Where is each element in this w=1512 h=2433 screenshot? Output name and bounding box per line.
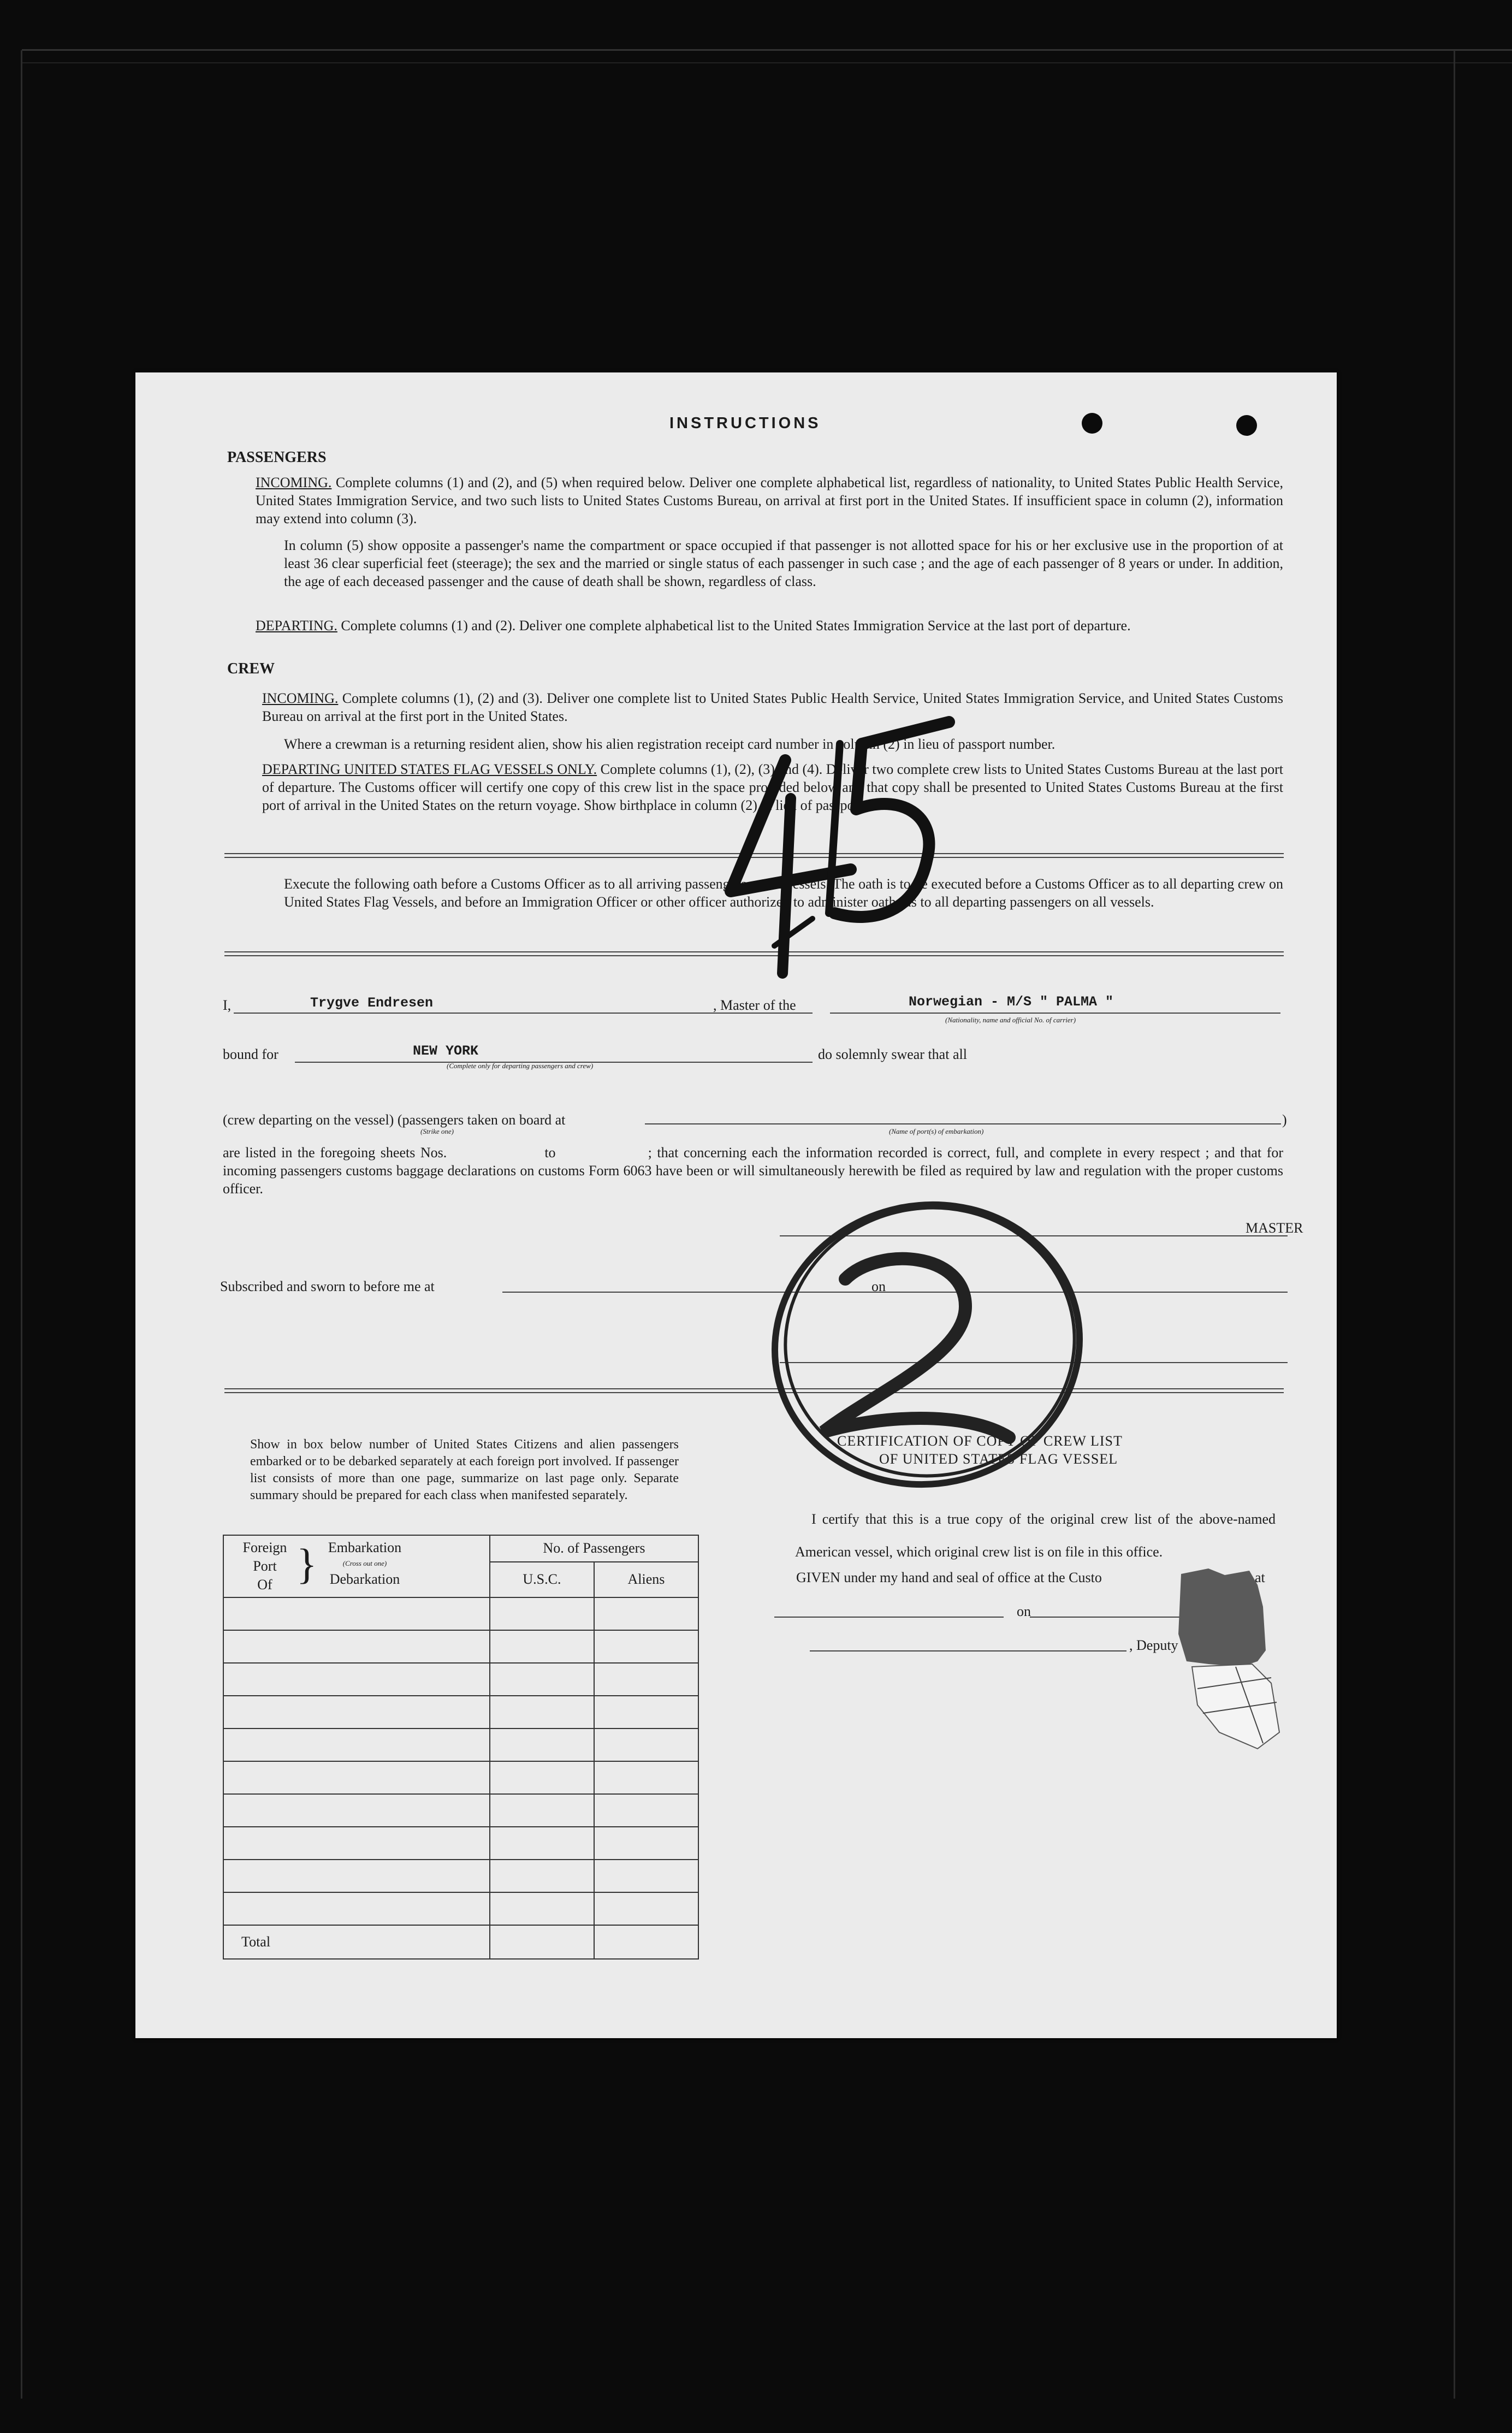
vessel-line [830, 1013, 1280, 1014]
crew-incoming-text: Complete columns (1), (2) and (3). Deliver one complete list to United States Public Health Service, United States Immigration Service, and United States Customs Bureau on arrival at the first port in the United States. [262, 690, 1283, 724]
table-row [223, 1761, 698, 1794]
col-port: Port [253, 1558, 277, 1574]
listed-text: ; that concerning each the information recorded is correct, full, and complete in every respect ; and that for incoming passengers customs baggage declarations on customs Form 6063 have been or will simultaneously herewith be filed as required by law and regulation with the proper customs officer. [223, 1145, 1284, 1197]
punch-hole-right [1236, 415, 1257, 436]
passengers-departing-label: DEPARTING. [256, 618, 337, 634]
subscribed-on-label: on [871, 1278, 886, 1294]
film-edge-top-2 [22, 62, 1512, 63]
oath-instructions: Execute the following oath before a Customs Officer as to all arriving passengers on all vessels. The oath is to be executed before a Customs Officer as to all departing crew on United States Flag Vessels, and before an Immigration Officer or other officer authorized to administer oaths as to all departing passengers on all vessels. [284, 876, 1283, 910]
passenger-summary-table [223, 1535, 699, 1960]
aliens-header: Aliens [594, 1562, 698, 1597]
table-row [223, 1827, 698, 1860]
col-of: Of [257, 1577, 272, 1593]
instructions-heading: INSTRUCTIONS [669, 415, 821, 432]
col-debarkation: Debarkation [329, 1571, 400, 1587]
listed-prefix: are listed in the foregoing sheets Nos. [223, 1145, 447, 1161]
vessel-caption: (Nationality, name and official No. of carrier) [945, 1016, 1076, 1024]
ports-caption: (Name of port(s) of embarkation) [889, 1127, 984, 1135]
table-row [223, 1597, 698, 1630]
table-row [223, 1892, 698, 1925]
circled-number-text [927, 1355, 928, 1356]
film-edge-left [21, 50, 22, 2399]
passengers-incoming-paragraph [256, 473, 1283, 528]
table-row [223, 1728, 698, 1761]
subscribed-label: Subscribed and sworn to before me at [220, 1278, 435, 1294]
given-tail: at [1255, 1570, 1265, 1585]
passengers-departing-paragraph [256, 617, 1283, 635]
vessel-name: Norwegian - M/S " PALMA " [909, 994, 1114, 1010]
cert-date-line-1 [774, 1617, 1004, 1618]
crew-passengers-label: (crew departing on the vessel) (passengers taken on board at [223, 1112, 566, 1128]
strike-caption: (Strike one) [420, 1127, 454, 1135]
oath-i-label: I, [223, 997, 232, 1013]
master-of-label: , Master of the [713, 997, 796, 1013]
deputy-line [810, 1650, 1126, 1651]
master-name: Trygve Endresen [310, 995, 434, 1011]
total-row [223, 1925, 698, 1959]
film-edge-top [22, 49, 1512, 51]
given-text: GIVEN under my hand and seal of office at the Custo [796, 1570, 1102, 1585]
circled-number-annotation [736, 1181, 1129, 1519]
passengers-departing-text: Complete columns (1) and (2). Deliver one complete alphabetical list to the United States Immigration Service at the last port of departure. [341, 618, 1131, 634]
foreign-port-header: Foreign Port Of } Embarkation (Cross out one) Debarkation [223, 1535, 359, 1597]
total-label: Total [223, 1925, 490, 1959]
passengers-header: No. of Passengers [490, 1535, 698, 1562]
destination: NEW YORK [413, 1043, 479, 1059]
close-paren: ) [1282, 1112, 1287, 1128]
crew-incoming-label: INCOMING. [262, 690, 339, 706]
crew-departing-label: DEPARTING UNITED STATES FLAG VESSELS ONLY. [262, 761, 597, 777]
film-edge-right [1454, 50, 1455, 2399]
usc-header: U.S.C. [490, 1562, 594, 1597]
col-foreign: Foreign [242, 1540, 287, 1555]
destination-caption: (Complete only for departing passengers and crew) [447, 1062, 594, 1070]
table-row [223, 1663, 698, 1696]
crewman-paragraph: Where a crewman is a returning resident alien, show his alien registration receipt card number in column (2) in lieu of passport number. [284, 736, 1056, 752]
cert-on-label: on [1017, 1603, 1031, 1619]
certify-text: I certify that this is a true copy of the original crew list of the above-named American vessel, which original crew list is on file in this office. [795, 1511, 1276, 1560]
crew-departing-text: Complete columns (1), (2), (3) and (4). Deliver two complete crew lists to United States Customs Bureau at the last port of departure. The Customs officer will certify one copy of this crew list in the space provided below and that copy shall be presented to United States Customs Bureau at the first port of arrival in the United States on the return voyage. Show birthplace in column (2) in lieu of passport number. [262, 761, 1283, 813]
handwritten-sheet-number [709, 684, 993, 990]
column5-paragraph: In column (5) show opposite a passenger's name the compartment or space occupied if that passenger is not allotted space for his or her exclusive use in the proportion of at least 36 clear superficial feet (steerage); the sex and the married or single status of each passenger in such case ; and the age of each passenger of 8 years or under. In addition, the age of each deceased passenger and the cause of death shall be shown, regardless of class. [284, 537, 1283, 589]
crew-title: CREW [227, 660, 275, 677]
embarkation-line [645, 1123, 1281, 1124]
passengers-incoming-text: Complete columns (1) and (2), and (5) when required below. Deliver one complete alphabetical list, regardless of nationality, to United States Public Health Service, United States Immigration Service, and two such lists to United States Customs Bureau, on arrival at first port in the United States. If insufficient space in column (2), information may extend into column (3). [256, 475, 1284, 526]
certification-title-1: CERTIFICATION OF COPY OF CREW LIST [837, 1433, 1123, 1449]
passengers-incoming-label: INCOMING. [256, 475, 332, 490]
passengers-title: PASSENGERS [227, 449, 327, 466]
table-row [223, 1860, 698, 1892]
col-cross: (Cross out one) [342, 1559, 387, 1567]
certification-title-2: OF UNITED STATES FLAG VESSEL [879, 1451, 1118, 1467]
swear-label: do solemnly swear that all [818, 1046, 967, 1062]
to-label: to [544, 1145, 556, 1161]
table-row [223, 1696, 698, 1728]
torn-seal-fragment [1176, 1568, 1296, 1765]
document-page [135, 372, 1337, 2038]
summary-instructions: Show in box below number of United States Citizens and alien passengers embarked or to be debarked separately at each foreign port involved. If passenger list consists of more than one page, summarize on last page only. Separate summary should be prepared for each class when manifested separately. [250, 1437, 679, 1502]
col-embarkation: Embarkation [328, 1540, 402, 1555]
table-row [223, 1630, 698, 1663]
master-label: MASTER [1246, 1220, 1303, 1236]
punch-hole-left [1082, 413, 1102, 434]
deputy-label: , Deputy [1129, 1637, 1178, 1653]
table-row [223, 1794, 698, 1827]
bound-label: bound for [223, 1046, 278, 1062]
